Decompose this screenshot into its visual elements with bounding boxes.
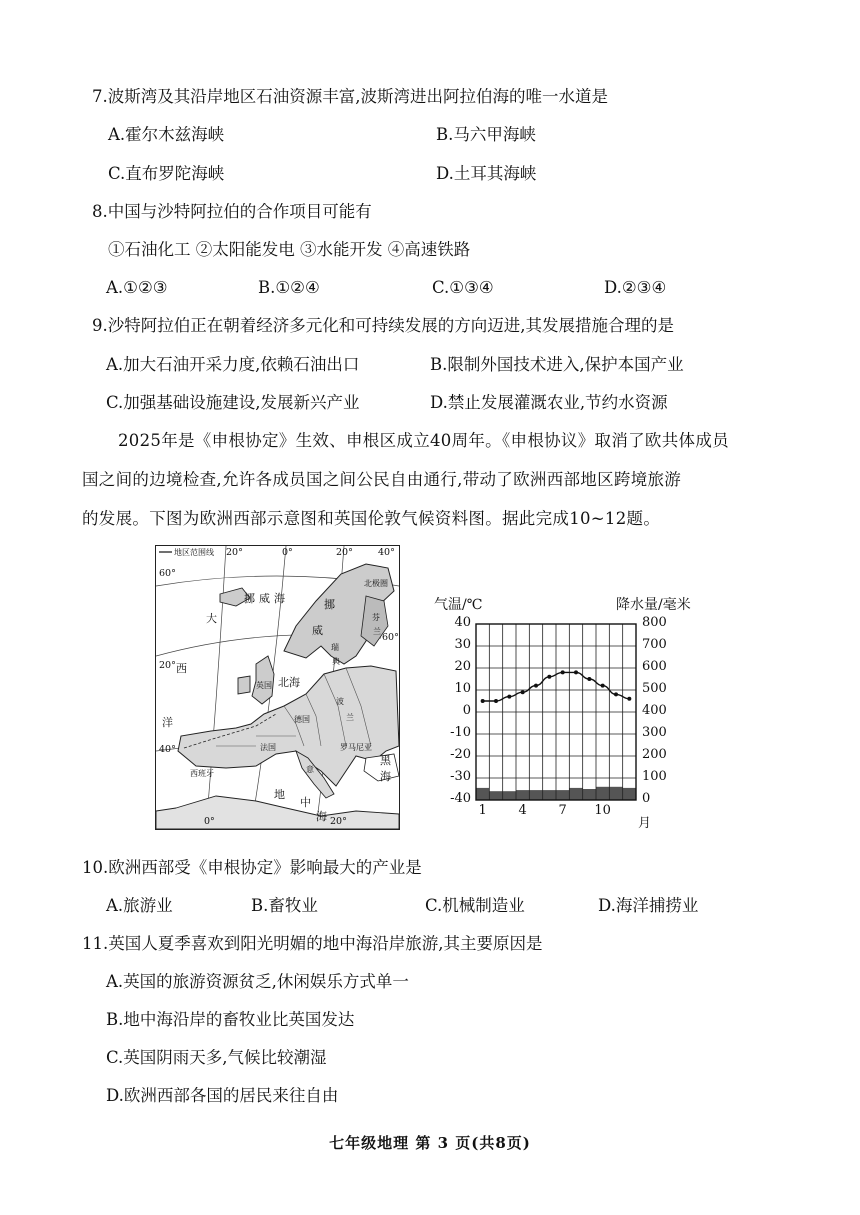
- map-lat-60-left: 60°: [159, 568, 176, 579]
- passage-line-3: 的发展。下图为欧洲西部示意图和英国伦敦气候资料图。据此完成10~12题。: [82, 509, 661, 528]
- london-climate-chart: [430, 590, 710, 830]
- page-footer: 七年级地理 第 3 页(共8页): [329, 1134, 531, 1152]
- map-lon-20w: 20°: [226, 547, 243, 558]
- month-tick-label: 1: [478, 803, 487, 818]
- map-lon-40e: 40°: [378, 547, 395, 558]
- q8-option-b: B.①②④: [258, 278, 320, 297]
- precip-bar-month-7: [556, 790, 569, 800]
- precip-bar-month-10: [596, 787, 609, 800]
- precip-bar-month-1: [476, 788, 489, 800]
- precip-tick-label: 700: [642, 637, 667, 652]
- temp-tick-label: -40: [450, 791, 471, 806]
- map-black-sea-1: 黑: [380, 754, 391, 767]
- chart-left-axis-title: 气温/℃: [434, 597, 483, 613]
- map-lon-20w-side: 20°: [159, 660, 176, 671]
- precip-tick-label: 400: [642, 703, 667, 718]
- map-ocean-3: 洋: [162, 716, 173, 729]
- precip-bar-month-3: [503, 791, 516, 800]
- q11-option-a: A.英国的旅游资源贫乏,休闲娱乐方式单一: [106, 972, 409, 991]
- temp-tick-label: -10: [450, 725, 471, 740]
- temperature-point-month-12: [627, 697, 631, 701]
- map-poland-1: 波: [336, 697, 344, 706]
- precip-tick-label: 800: [642, 615, 667, 630]
- q8-option-d: D.②③④: [604, 278, 667, 297]
- temp-tick-label: 0: [462, 703, 471, 718]
- precip-tick-label: 500: [642, 681, 667, 696]
- map-germany: 德国: [294, 715, 310, 724]
- precip-tick-label: 300: [642, 725, 667, 740]
- month-tick-label: 7: [558, 803, 567, 818]
- map-finland-1: 芬: [372, 613, 380, 622]
- temp-tick-label: 40: [454, 615, 471, 630]
- q8-option-a: A.①②③: [106, 278, 168, 297]
- meridian-20w: [206, 546, 226, 829]
- map-norway-1: 挪: [324, 598, 335, 611]
- chart-right-axis-title: 降水量/毫米: [616, 597, 691, 613]
- precip-bar-month-9: [583, 789, 596, 800]
- map-lat-60-right: 60°: [382, 632, 399, 643]
- map-romania: 罗马尼亚: [340, 743, 372, 752]
- temperature-point-month-6: [547, 675, 551, 679]
- q10-option-b: B.畜牧业: [251, 896, 318, 915]
- map-ocean-2: 西: [176, 662, 187, 675]
- month-tick-label: 10: [594, 803, 611, 818]
- temperature-point-month-4: [521, 690, 525, 694]
- temperature-point-month-10: [601, 684, 605, 688]
- temperature-point-month-2: [494, 699, 498, 703]
- temperature-point-month-11: [614, 692, 618, 696]
- q7-option-c: C.直布罗陀海峡: [108, 164, 225, 183]
- precip-bar-month-5: [529, 790, 542, 800]
- map-lon-0-bottom: 0°: [204, 816, 215, 827]
- q10-option-d: D.海洋捕捞业: [598, 896, 699, 915]
- map-ocean-1: 大: [206, 612, 217, 625]
- temp-tick-label: 20: [454, 659, 471, 674]
- map-finland-2: 兰: [373, 627, 381, 636]
- precip-bar-month-4: [516, 790, 529, 800]
- temp-tick-label: 10: [454, 681, 471, 696]
- temperature-point-month-9: [587, 677, 591, 681]
- map-lat-40: 40°: [159, 744, 176, 755]
- q8-items: ①石油化工 ②太阳能发电 ③水能开发 ④高速铁路: [108, 240, 471, 259]
- map-sweden-2: 典: [332, 657, 340, 666]
- map-arctic-circle: 北极圈: [364, 579, 388, 588]
- map-italy: 意: [306, 765, 314, 774]
- temperature-point-month-3: [507, 695, 511, 699]
- q7-option-a: A.霍尔木兹海峡: [108, 125, 225, 144]
- chart-x-axis-unit: 月: [638, 816, 652, 831]
- map-med-3: 海: [316, 810, 327, 823]
- map-lon-20e-bottom: 20°: [330, 816, 347, 827]
- temp-tick-label: -20: [450, 747, 471, 762]
- temperature-point-month-1: [481, 699, 485, 703]
- q9-option-d: D.禁止发展灌溉农业,节约水资源: [430, 393, 668, 412]
- precip-bar-month-11: [609, 787, 622, 800]
- q8-option-c: C.①③④: [432, 278, 494, 297]
- temperature-point-month-7: [561, 670, 565, 674]
- map-north-sea: 北海: [278, 676, 300, 689]
- map-black-sea-2: 海: [380, 770, 391, 783]
- q7-stem: 7.波斯湾及其沿岸地区石油资源丰富,波斯湾进出阿拉伯海的唯一水道是: [92, 87, 608, 106]
- precip-tick-label: 0: [642, 791, 651, 806]
- q11-option-c: C.英国阴雨天多,气候比较潮湿: [106, 1048, 327, 1067]
- map-spain: 西班牙: [190, 769, 214, 778]
- precip-tick-label: 200: [642, 747, 667, 762]
- map-sweden-1: 瑞: [331, 643, 339, 652]
- passage-line-2: 国之间的边境检查,允许各成员国之间公民自由通行,带动了欧洲西部地区跨境旅游: [82, 470, 682, 489]
- q9-stem: 9.沙特阿拉伯正在朝着经济多元化和可持续发展的方向迈进,其发展措施合理的是: [92, 316, 674, 335]
- q10-option-a: A.旅游业: [106, 896, 173, 915]
- map-britain: 英国: [256, 681, 272, 690]
- precip-tick-label: 600: [642, 659, 667, 674]
- q8-stem: 8.中国与沙特阿拉伯的合作项目可能有: [92, 202, 372, 221]
- q9-option-b: B.限制外国技术进入,保护本国产业: [430, 355, 684, 374]
- western-europe-map: [155, 545, 400, 830]
- map-legend-text: 地区范围线: [174, 548, 214, 557]
- map-med-2: 中: [300, 796, 311, 809]
- q11-option-b: B.地中海沿岸的畜牧业比英国发达: [106, 1010, 355, 1029]
- precip-bar-month-8: [569, 788, 582, 800]
- temp-tick-label: 30: [454, 637, 471, 652]
- precip-bar-month-2: [489, 791, 502, 800]
- q10-option-c: C.机械制造业: [425, 896, 525, 915]
- q11-stem: 11.英国人夏季喜欢到阳光明媚的地中海沿岸旅游,其主要原因是: [82, 934, 543, 953]
- q11-option-d: D.欧洲西部各国的居民来往自由: [106, 1086, 339, 1105]
- temp-tick-label: -30: [450, 769, 471, 784]
- map-france: 法国: [260, 743, 276, 752]
- map-norway-2: 威: [312, 624, 323, 637]
- precip-bar-month-12: [623, 788, 636, 800]
- map-lon-0-top: 0°: [282, 547, 293, 558]
- map-med-1: 地: [274, 788, 285, 801]
- q7-option-d: D.土耳其海峡: [436, 164, 537, 183]
- precip-bar-month-6: [543, 790, 556, 800]
- temperature-point-month-5: [534, 684, 538, 688]
- q10-stem: 10.欧洲西部受《申根协定》影响最大的产业是: [82, 858, 422, 877]
- map-lon-20e-top: 20°: [336, 547, 353, 558]
- temperature-point-month-8: [574, 670, 578, 674]
- precip-tick-label: 100: [642, 769, 667, 784]
- month-tick-label: 4: [518, 803, 527, 818]
- ireland-shape: [238, 676, 250, 694]
- map-sea-norway: 挪威海: [244, 592, 289, 605]
- q7-option-b: B.马六甲海峡: [436, 125, 536, 144]
- q9-option-c: C.加强基础设施建设,发展新兴产业: [106, 393, 360, 412]
- passage-line-1: 2025年是《申根协定》生效、申根区成立40周年。《申根协议》取消了欧共体成员: [118, 431, 729, 450]
- climate-chart-svg: [430, 590, 710, 830]
- q9-option-a: A.加大石油开采力度,依赖石油出口: [106, 355, 360, 374]
- map-poland-2: 兰: [346, 713, 354, 722]
